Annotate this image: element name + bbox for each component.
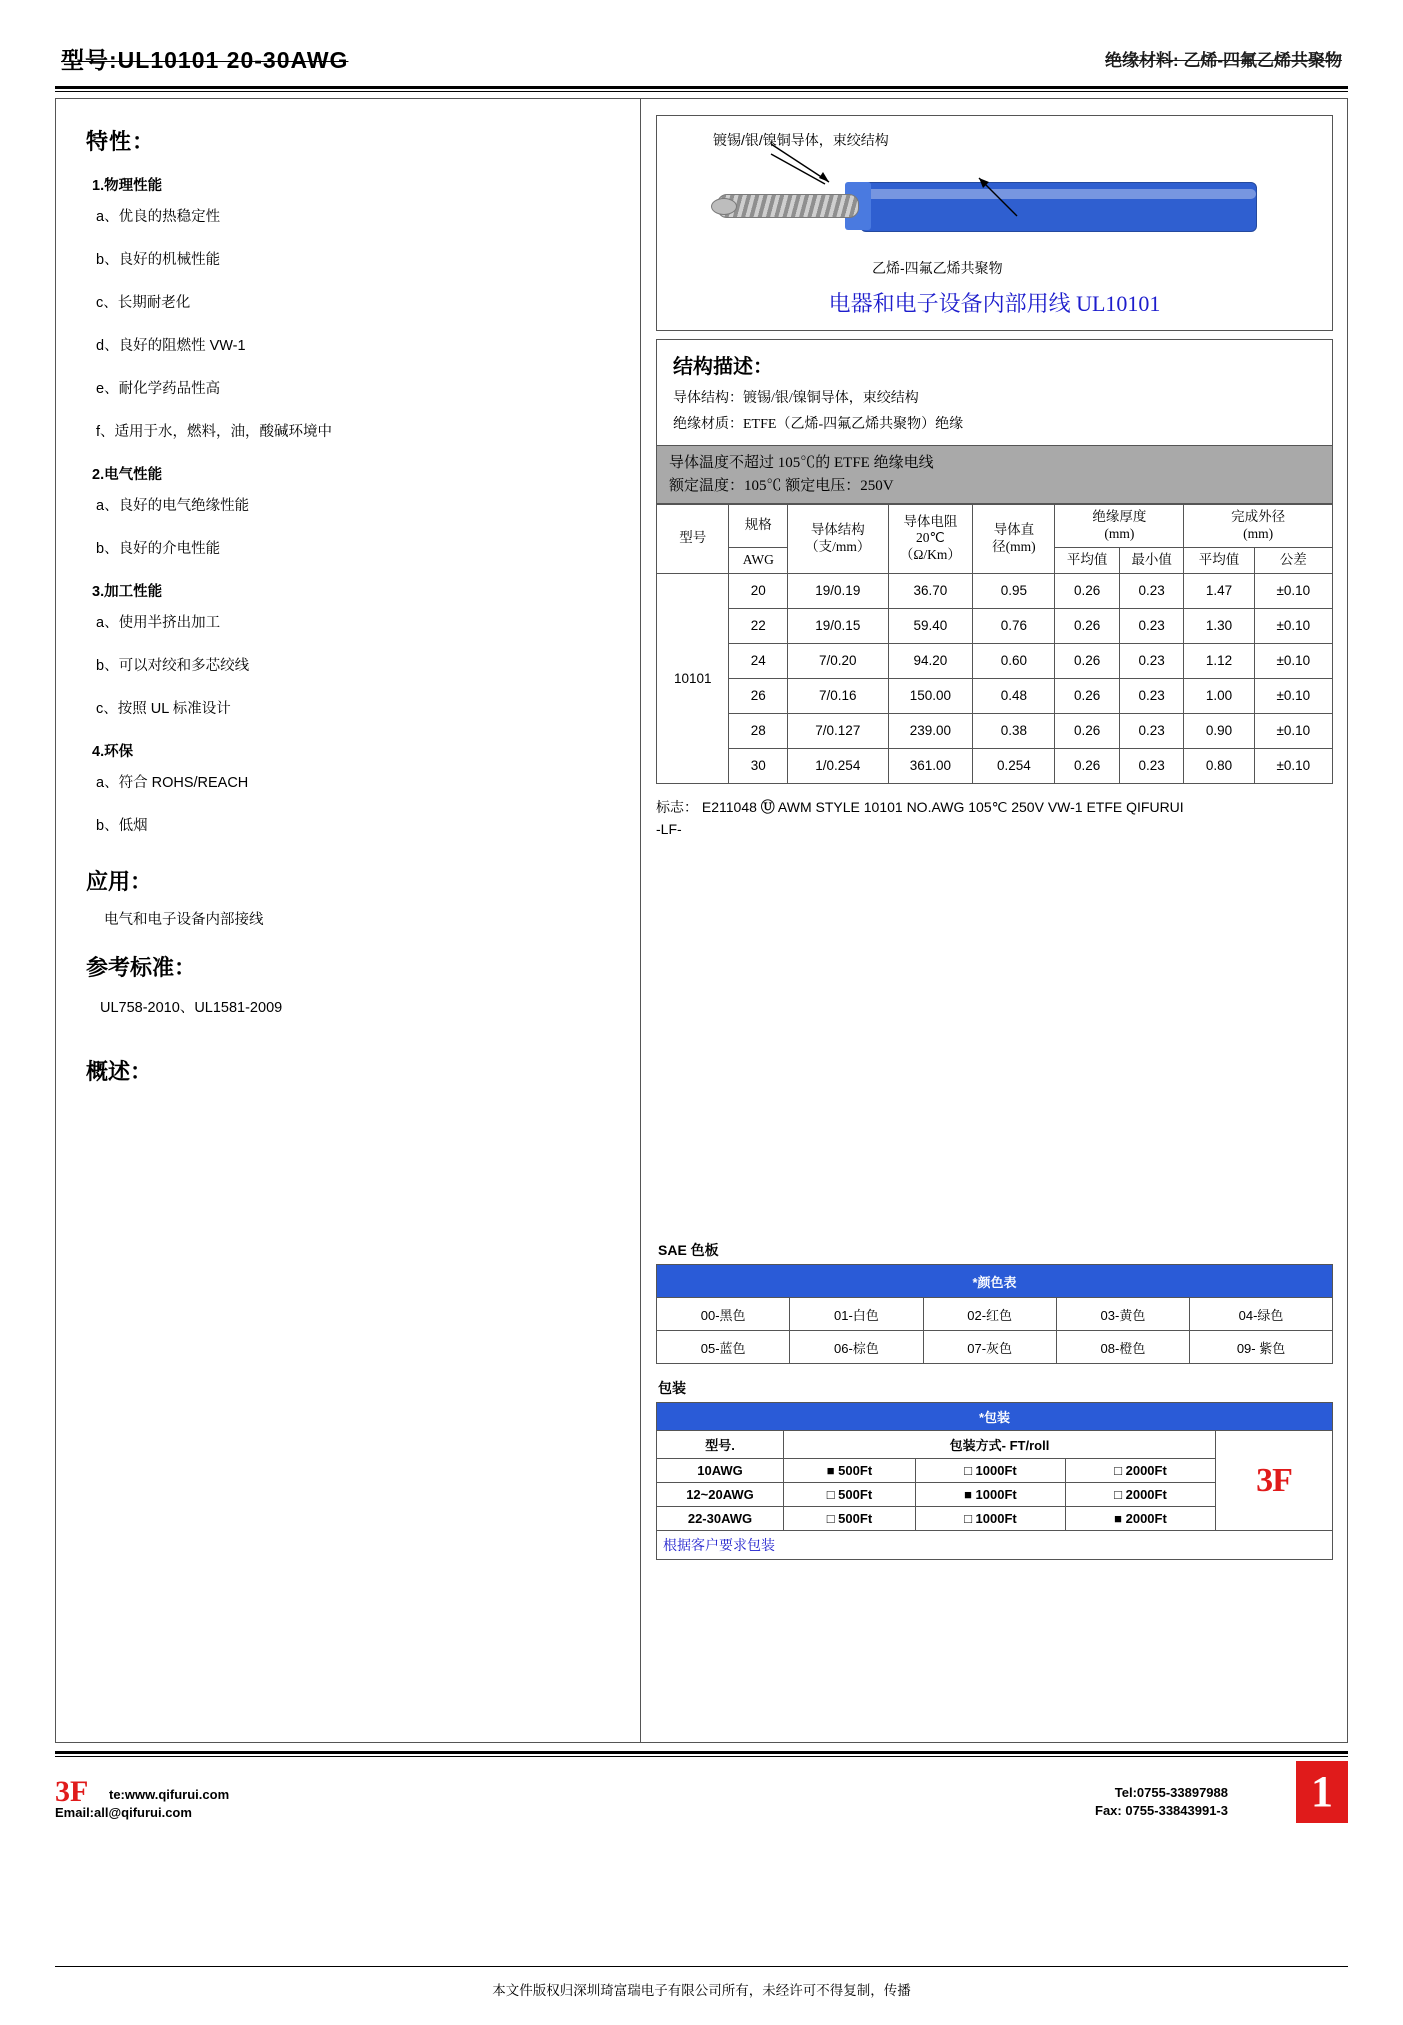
wire-jacket — [860, 182, 1257, 232]
sae-header: *颜色表 — [657, 1265, 1333, 1298]
application-text: 电气和电子设备内部接线 — [104, 912, 264, 928]
cell-thickness-min: 0.23 — [1119, 573, 1183, 608]
wire-caption: 电器和电子设备内部用线 UL10101 — [828, 291, 1161, 316]
cell-thickness-avg: 0.26 — [1055, 748, 1119, 783]
feature-item: e、耐化学药品性高 — [96, 381, 221, 397]
col-od-avg: 平均值 — [1184, 547, 1254, 573]
feature-item: a、符合 ROHS/REACH — [96, 775, 249, 791]
footer-tel: Tel:0755-33897988 — [1114, 1785, 1228, 1800]
wire-strand-end — [711, 198, 737, 215]
reference-title: 参考标准： — [86, 955, 197, 980]
sae-color-cell: 04-绿色 — [1190, 1298, 1333, 1331]
feature-item: d、良好的阻燃性 VW-1 — [96, 338, 246, 354]
spec-table-body — [657, 573, 1333, 783]
sae-color-cell: 02-红色 — [923, 1298, 1056, 1331]
col-size: 规格 — [729, 505, 788, 548]
cell-thickness-min: 0.23 — [1119, 713, 1183, 748]
document-header — [55, 40, 1348, 80]
cell-model: 10101 — [657, 573, 729, 783]
wire-label-insulation: 乙烯-四氟乙烯共聚物 — [872, 260, 1003, 276]
cell-thickness-min: 0.23 — [1119, 608, 1183, 643]
cell-diameter: 0.254 — [973, 748, 1055, 783]
col-resistance-l2: 20℃ — [916, 530, 945, 546]
ul-mark-icon: Ⓤ — [760, 798, 775, 815]
col-diameter — [973, 505, 1055, 574]
packing-option-500[interactable]: ■ 500Ft — [784, 1459, 916, 1483]
table-row — [657, 748, 1333, 783]
cell-od-tol: ±0.10 — [1254, 608, 1332, 643]
packing-option-1000[interactable]: □ 1000Ft — [915, 1459, 1065, 1483]
cell-od-tol: ±0.10 — [1254, 678, 1332, 713]
wire-illustration-box — [656, 115, 1333, 331]
col-thickness-avg: 平均值 — [1055, 547, 1119, 573]
feature-item: b、良好的机械性能 — [96, 252, 221, 268]
table-row — [657, 643, 1333, 678]
col-thickness-l2: (mm) — [1104, 525, 1135, 541]
reference-text: UL758-2010、UL1581-2009 — [100, 1000, 283, 1016]
col-size-unit: AWG — [729, 547, 788, 573]
header-model-label: 型号: — [61, 47, 118, 73]
footer-fax: Fax: 0755-33843991-3 — [1095, 1803, 1228, 1818]
cell-od-avg: 1.12 — [1184, 643, 1254, 678]
packing-option-1000[interactable]: □ 1000Ft — [915, 1507, 1065, 1531]
marking-text — [656, 796, 1333, 841]
marking-suffix: -LF- — [656, 821, 682, 838]
cell-conductor: 19/0.15 — [788, 608, 888, 643]
col-od-tol: 公差 — [1254, 547, 1332, 573]
cell-conductor: 1/0.254 — [788, 748, 888, 783]
content-frame — [55, 98, 1348, 1743]
table-row — [657, 573, 1333, 608]
packing-option-2000[interactable]: □ 2000Ft — [1065, 1483, 1215, 1507]
marking-file-number: E211048 — [701, 798, 757, 815]
col-model: 型号 — [657, 505, 729, 574]
col-resistance — [888, 505, 973, 574]
arrow-to-insulation-icon — [967, 172, 1027, 218]
sae-color-cell: 09- 紫色 — [1190, 1331, 1333, 1364]
right-column — [642, 99, 1347, 1742]
features-group-title: 4.环保 — [92, 744, 134, 760]
footer-website[interactable]: te:www.qifurui.com — [109, 1787, 230, 1802]
header-rule-thick — [55, 86, 1348, 89]
sae-color-table — [656, 1264, 1333, 1364]
cell-awg: 28 — [729, 713, 788, 748]
structure-title: 结构描述： — [673, 356, 773, 378]
spec-header-row-1 — [657, 505, 1333, 548]
feature-item: a、良好的电气绝缘性能 — [96, 498, 250, 514]
sae-color-cell: 05-蓝色 — [657, 1331, 790, 1364]
packing-header-row — [657, 1403, 1333, 1431]
col-od — [1184, 505, 1333, 548]
features-title: 特性： — [86, 129, 156, 154]
table-row — [657, 608, 1333, 643]
cell-thickness-min: 0.23 — [1119, 643, 1183, 678]
table-row — [657, 678, 1333, 713]
feature-item: c、长期耐老化 — [96, 295, 191, 311]
wire-label-conductor: 镀锡/银/镍铜导体，束绞结构 — [713, 132, 889, 148]
packing-option-500[interactable]: □ 500Ft — [784, 1507, 916, 1531]
footer-logo-3f: 3F — [55, 1775, 89, 1808]
cell-awg: 20 — [729, 573, 788, 608]
feature-item: c、按照 UL 标准设计 — [96, 701, 231, 717]
cell-conductor: 7/0.20 — [788, 643, 888, 678]
spec-table-heading — [656, 446, 1333, 504]
packing-label: 包装 — [658, 1380, 686, 1397]
col-thickness-min: 最小值 — [1119, 547, 1183, 573]
packing-header: *包装 — [657, 1403, 1333, 1431]
col-diameter-l2: 径(mm) — [992, 538, 1036, 554]
features-group-title: 1.物理性能 — [92, 178, 163, 194]
col-od-l1: 完成外径 — [1231, 509, 1286, 524]
marking-body: AWM STYLE 10101 NO.AWG 105℃ 250V VW-1 ETFE QIFURUI — [777, 798, 1184, 815]
structure-line-1: 导体结构：镀锡/银/镍铜导体，束绞结构 — [673, 391, 919, 406]
cell-diameter: 0.76 — [973, 608, 1055, 643]
col-thickness-l1: 绝缘厚度 — [1092, 509, 1147, 524]
arrow-to-conductor-icon — [767, 142, 837, 186]
sae-color-cell: 03-黄色 — [1056, 1298, 1189, 1331]
packing-col-model: 型号. — [657, 1431, 784, 1459]
sae-header-row — [657, 1265, 1333, 1298]
cell-thickness-min: 0.23 — [1119, 678, 1183, 713]
structure-box — [656, 339, 1333, 446]
feature-item: b、良好的介电性能 — [96, 541, 221, 557]
packing-logo — [1216, 1431, 1333, 1531]
cell-awg: 30 — [729, 748, 788, 783]
cell-od-tol: ±0.10 — [1254, 713, 1332, 748]
feature-item: a、使用半挤出加工 — [96, 615, 221, 631]
cell-resistance: 239.00 — [888, 713, 973, 748]
cell-thickness-avg: 0.26 — [1055, 608, 1119, 643]
feature-item: b、低烟 — [96, 818, 148, 834]
cell-od-tol: ±0.10 — [1254, 573, 1332, 608]
cell-od-tol: ±0.10 — [1254, 643, 1332, 678]
packing-model: 10AWG — [657, 1459, 784, 1483]
feature-item: f、适用于水，燃料，油，酸碱环境中 — [96, 424, 333, 440]
packing-note: 根据客户要求包装 — [657, 1531, 1333, 1560]
cell-thickness-avg: 0.26 — [1055, 573, 1119, 608]
header-rule-thin — [55, 91, 1348, 92]
packing-model: 12~20AWG — [657, 1483, 784, 1507]
cell-awg: 24 — [729, 643, 788, 678]
cell-diameter: 0.95 — [973, 573, 1055, 608]
packing-option-2000[interactable]: □ 2000Ft — [1065, 1459, 1215, 1483]
sae-color-cell: 06-棕色 — [790, 1331, 923, 1364]
document-footer — [55, 1769, 1348, 1859]
footer-rule-thin — [55, 1756, 1348, 1757]
sae-color-cell: 07-灰色 — [923, 1331, 1056, 1364]
sae-color-cell: 00-黑色 — [657, 1298, 790, 1331]
cell-diameter: 0.38 — [973, 713, 1055, 748]
cell-thickness-avg: 0.26 — [1055, 713, 1119, 748]
cell-conductor: 19/0.19 — [788, 573, 888, 608]
col-conductor-l1: 导体结构 — [810, 521, 865, 537]
cell-od-tol: ±0.10 — [1254, 748, 1332, 783]
feature-item: a、优良的热稳定性 — [96, 209, 221, 225]
col-conductor — [788, 505, 888, 574]
footer-email[interactable]: Email:all@qifurui.com — [55, 1805, 192, 1820]
col-resistance-l3: （Ω/Km） — [899, 547, 961, 563]
sae-label: SAE 色板 — [658, 1242, 719, 1259]
packing-subheader-row — [657, 1431, 1333, 1459]
sae-section — [656, 1240, 1333, 1364]
document-page — [0, 40, 1403, 2025]
table-row — [657, 713, 1333, 748]
brand-logo-3f: 3F — [1256, 1461, 1292, 1499]
header-model — [61, 42, 348, 75]
cell-resistance: 94.20 — [888, 643, 973, 678]
structure-line-2: 绝缘材质：ETFE（乙烯-四氟乙烯共聚物）绝缘 — [673, 417, 964, 432]
packing-option-1000[interactable]: ■ 1000Ft — [915, 1483, 1065, 1507]
cell-resistance: 59.40 — [888, 608, 973, 643]
header-model-value: UL10101 20-30AWG — [117, 47, 349, 73]
header-insulation: 绝缘材料: 乙烯-四氟乙烯共聚物 — [1104, 51, 1342, 70]
cell-resistance: 361.00 — [888, 748, 973, 783]
spec-heading-line-1: 导体温度不超过 105℃的 ETFE 绝缘电线 — [669, 455, 934, 471]
wire-strands — [717, 194, 859, 218]
table-row — [657, 1298, 1333, 1331]
packing-section — [656, 1378, 1333, 1560]
col-diameter-l1: 导体直 — [993, 521, 1035, 537]
packing-note-row — [657, 1531, 1333, 1560]
col-thickness — [1055, 505, 1184, 548]
copyright-rule — [55, 1966, 1348, 1967]
table-row — [657, 1331, 1333, 1364]
copyright-text: 本文件版权归深圳琦富瑞电子有限公司所有，未经许可不得复制，传播 — [492, 1983, 911, 1998]
cell-thickness-avg: 0.26 — [1055, 643, 1119, 678]
cell-od-avg: 1.30 — [1184, 608, 1254, 643]
packing-table — [656, 1402, 1333, 1560]
page-number-badge: 1 — [1296, 1761, 1348, 1823]
cell-od-avg: 0.80 — [1184, 748, 1254, 783]
cell-od-avg: 1.47 — [1184, 573, 1254, 608]
col-conductor-l2: （支/mm） — [805, 538, 871, 554]
marking-label: 标志： — [656, 798, 698, 815]
cell-awg: 22 — [729, 608, 788, 643]
cell-od-avg: 1.00 — [1184, 678, 1254, 713]
packing-col-way: 包装方式- FT/roll — [784, 1431, 1216, 1459]
packing-option-500[interactable]: □ 500Ft — [784, 1483, 916, 1507]
cell-thickness-min: 0.23 — [1119, 748, 1183, 783]
feature-item: b、可以对绞和多芯绞线 — [96, 658, 250, 674]
sae-color-cell: 01-白色 — [790, 1298, 923, 1331]
spec-heading-line-2: 额定温度：105℃ 额定电压：250V — [669, 477, 894, 494]
col-resistance-l1: 导体电阻 — [903, 513, 958, 529]
footer-rule-thick — [55, 1751, 1348, 1754]
cell-od-avg: 0.90 — [1184, 713, 1254, 748]
application-title: 应用： — [86, 869, 153, 894]
left-column — [56, 99, 641, 1742]
cell-diameter: 0.48 — [973, 678, 1055, 713]
cell-resistance: 150.00 — [888, 678, 973, 713]
overview-title: 概述： — [86, 1059, 153, 1084]
cell-conductor: 7/0.16 — [788, 678, 888, 713]
cell-thickness-avg: 0.26 — [1055, 678, 1119, 713]
features-group-title: 3.加工性能 — [92, 584, 163, 600]
cell-diameter: 0.60 — [973, 643, 1055, 678]
packing-model: 22-30AWG — [657, 1507, 784, 1531]
packing-option-2000[interactable]: ■ 2000Ft — [1065, 1507, 1215, 1531]
cell-awg: 26 — [729, 678, 788, 713]
features-group-title: 2.电气性能 — [92, 467, 163, 483]
cell-resistance: 36.70 — [888, 573, 973, 608]
cell-conductor: 7/0.127 — [788, 713, 888, 748]
col-od-l2: (mm) — [1243, 525, 1274, 541]
sae-color-cell: 08-橙色 — [1056, 1331, 1189, 1364]
spec-table-head — [657, 505, 1333, 574]
spec-table — [656, 504, 1333, 784]
